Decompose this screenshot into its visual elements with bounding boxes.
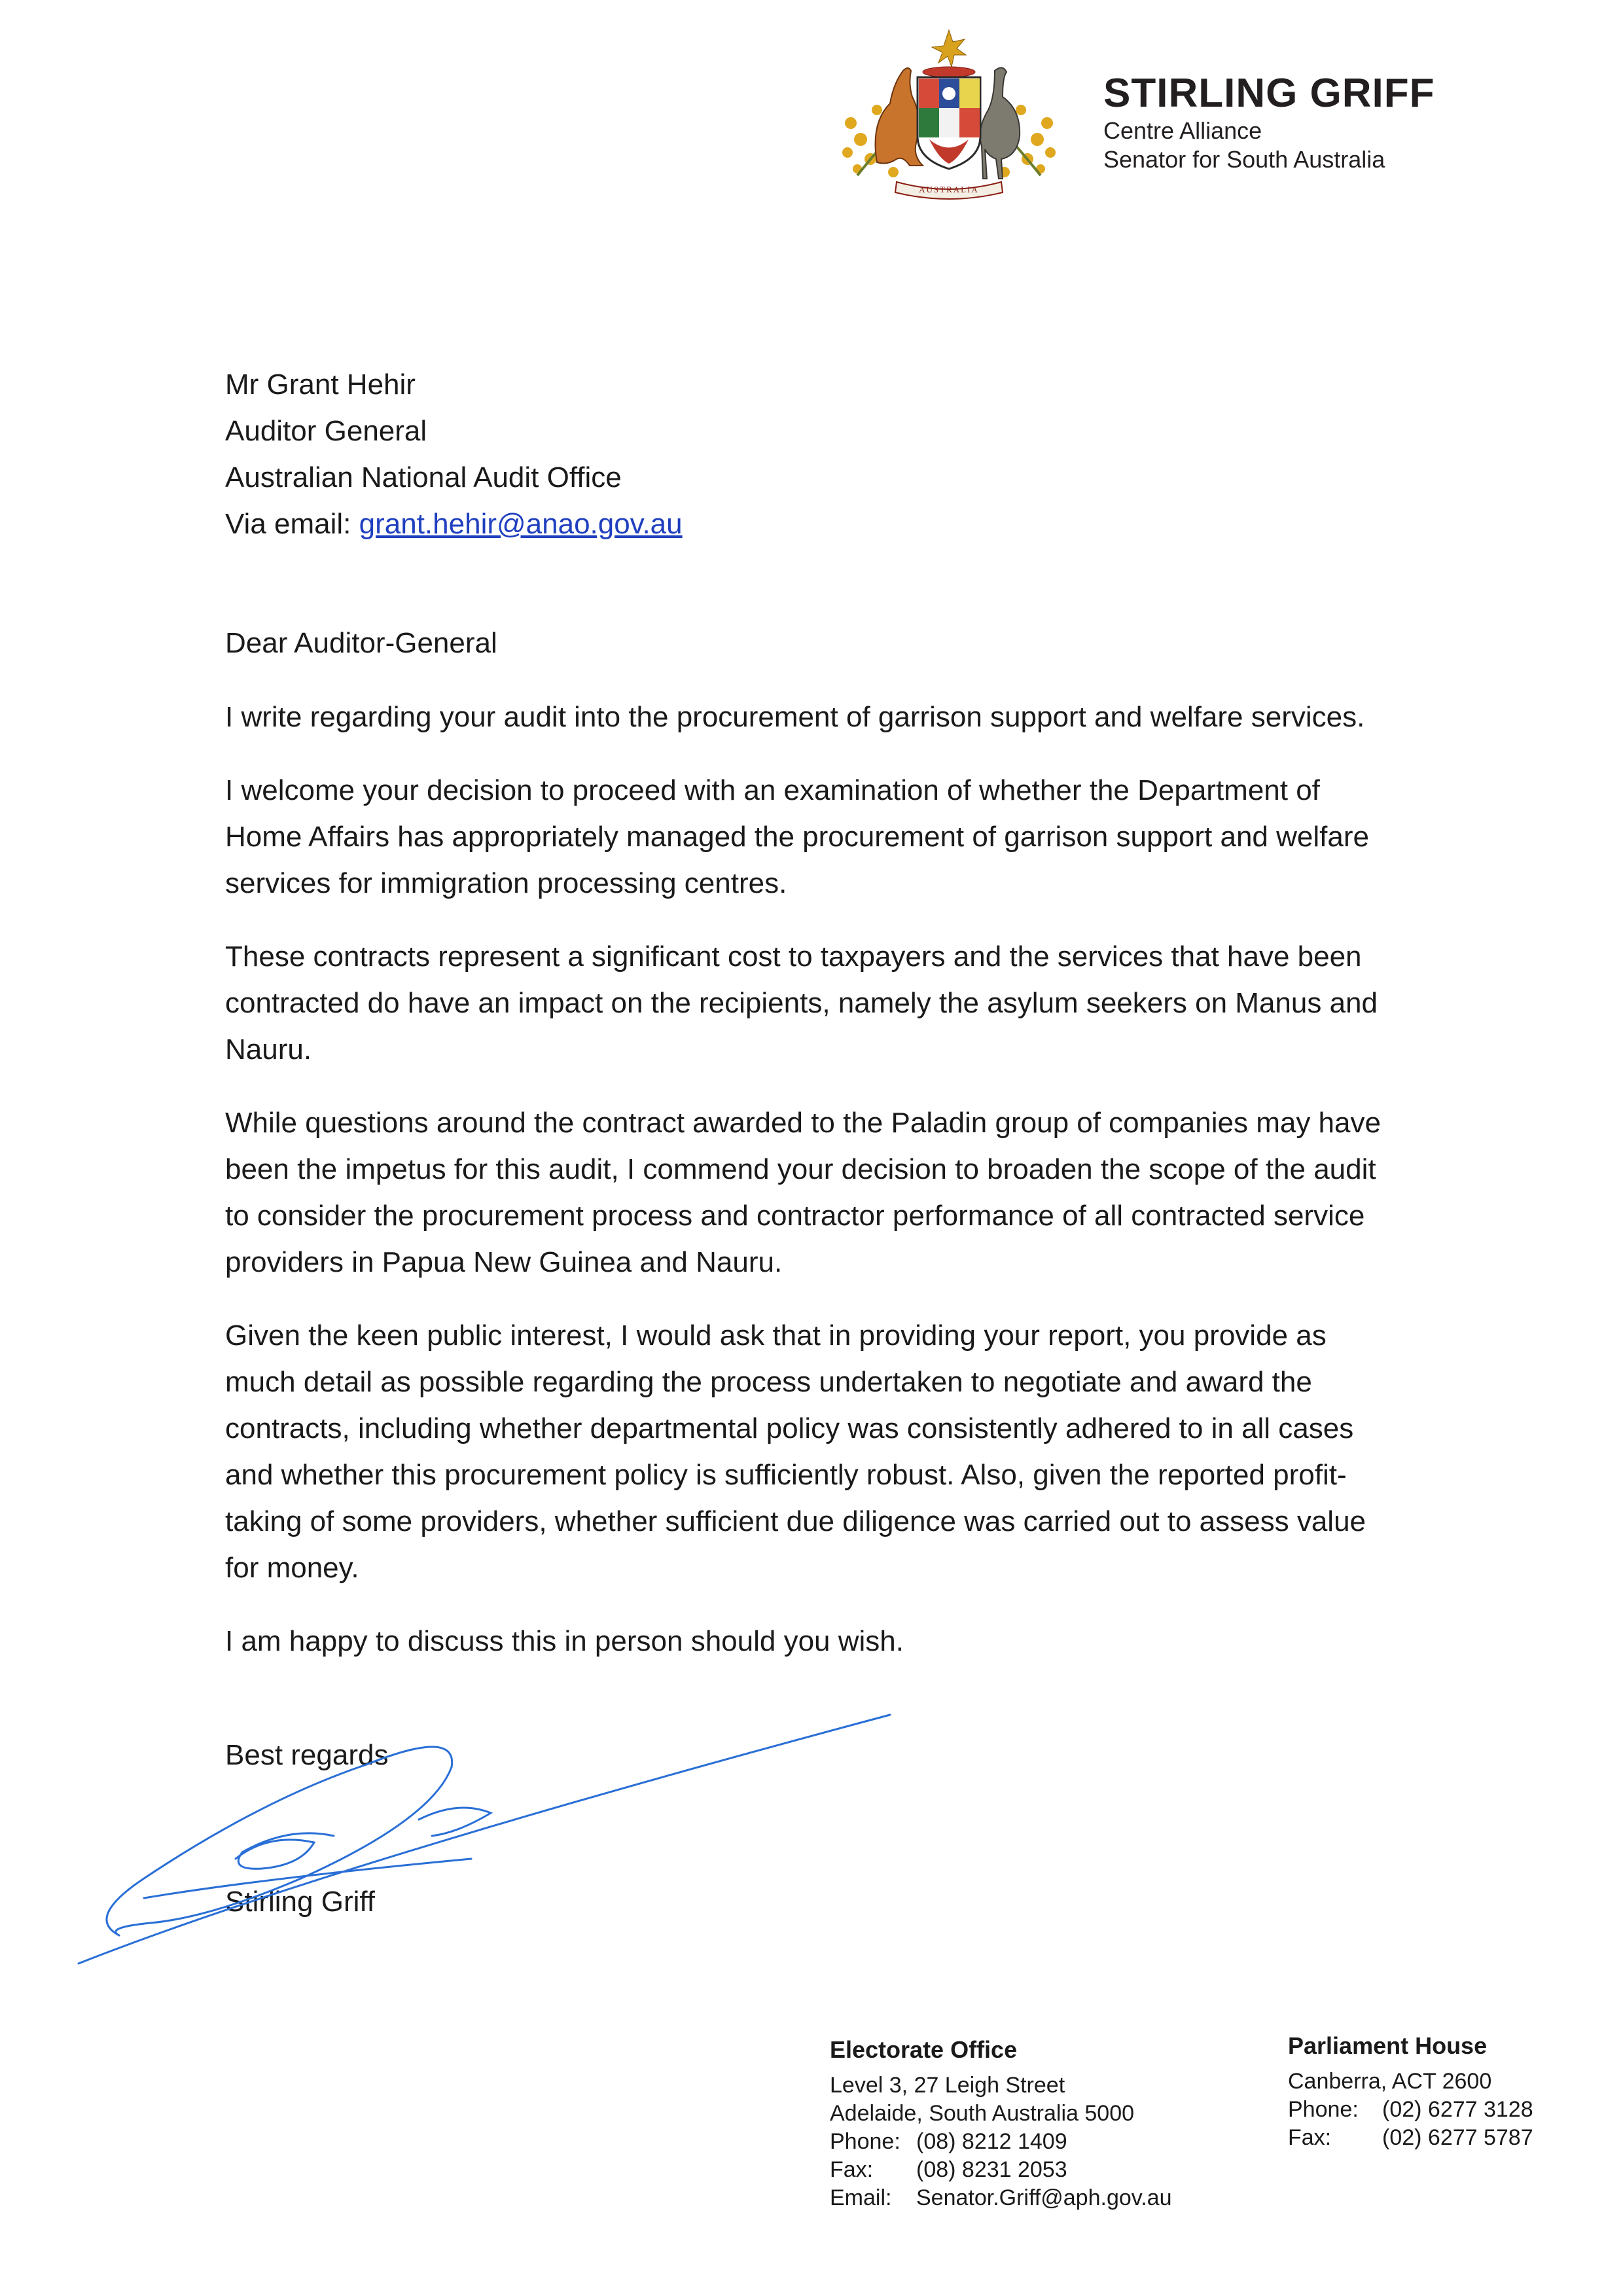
electorate-address-line2: Adelaide, South Australia 5000 <box>830 2101 1135 2126</box>
electorate-email-row <box>830 2184 1172 2212</box>
closing: Best regards <box>225 1739 389 1771</box>
shield-icon <box>918 77 980 169</box>
sender-role: Senator for South Australia <box>1103 146 1385 173</box>
parliament-fax: (02) 6277 5787 <box>1382 2125 1533 2150</box>
electorate-phone-row <box>830 2128 1172 2156</box>
electorate-office-block <box>830 2036 1172 2212</box>
sender-name: STIRLING GRIFF <box>1103 71 1435 116</box>
signatory-name: Stirling Griff <box>225 1886 376 1918</box>
paragraph: These contracts represent a significant cost to taxpayers and the services that have been contracted do have an impact on the recipients, namely the asylum seekers on Manus and Nauru. <box>225 941 1378 1066</box>
paragraph: While questions around the contract awarded to the Paladin group of companies may have been the impetus for this audit, I commend your decision to broaden the scope of the audit to consider the procurement process and contractor performance of all contracted service providers in Papua New Guinea and Nauru. <box>225 1107 1381 1278</box>
parliament-phone-row <box>1288 2096 1533 2124</box>
handwritten-signature <box>65 1702 916 1990</box>
paragraph: I write regarding your audit into the procurement of garrison support and welfare services. <box>225 701 1365 733</box>
parliament-address-line1: Canberra, ACT 2600 <box>1288 2069 1492 2094</box>
recipient-address-block <box>225 361 683 547</box>
electorate-phone: (08) 8212 1409 <box>916 2129 1067 2154</box>
commonwealth-star-icon <box>932 30 966 67</box>
phone-label: Phone: <box>830 2129 901 2154</box>
via-email-label: Via email: <box>225 508 351 540</box>
letterhead <box>1103 71 1435 174</box>
paragraph: I welcome your decision to proceed with an examination of whether the Department of Home Affairs has appropriately managed the procurement of garrison support and welfare services for immigration processing centres. <box>225 774 1369 899</box>
kangaroo-icon <box>876 68 923 166</box>
recipient-email-link[interactable]: grant.hehir@anao.gov.au <box>359 508 683 540</box>
electorate-fax: (08) 8231 2053 <box>916 2157 1067 2182</box>
email-label: Email: <box>830 2185 892 2210</box>
letter-body <box>225 620 1403 1691</box>
parliament-fax-row <box>1288 2124 1533 2152</box>
parliament-house-heading: Parliament House <box>1288 2032 1488 2059</box>
electorate-fax-row <box>830 2156 1172 2184</box>
paragraph: Given the keen public interest, I would ask that in providing your report, you provide as much detail as possible regarding the process undertaken to negotiate and award the contracts, including whether departmental policy was consistently adhered to in all cases and whether this procurement policy is sufficiently robust. Also, given the reported profit-taking of some providers, whether sufficient due diligence was carried out to assess value for money. <box>225 1319 1366 1584</box>
sender-party: Centre Alliance <box>1103 117 1262 144</box>
parliament-house-block <box>1288 2032 1533 2152</box>
electorate-office-heading: Electorate Office <box>830 2036 1018 2063</box>
crest-motto: AUSTRALIA <box>919 185 979 194</box>
electorate-address-line1: Level 3, 27 Leigh Street <box>830 2073 1065 2098</box>
electorate-email: Senator.Griff@aph.gov.au <box>916 2185 1172 2210</box>
fax-label: Fax: <box>1288 2125 1332 2150</box>
emu-icon <box>980 67 1020 179</box>
parliament-phone: (02) 6277 3128 <box>1382 2097 1533 2122</box>
paragraph: I am happy to discuss this in person should you wish. <box>225 1625 904 1657</box>
fax-label: Fax: <box>830 2157 874 2182</box>
salutation: Dear Auditor-General <box>225 627 497 659</box>
recipient-title: Auditor General <box>225 415 427 447</box>
recipient-name: Mr Grant Hehir <box>225 368 416 401</box>
coat-of-arms-logo <box>831 25 1067 202</box>
recipient-organisation: Australian National Audit Office <box>225 461 622 493</box>
recipient-email-line <box>225 501 683 547</box>
phone-label: Phone: <box>1288 2097 1359 2122</box>
